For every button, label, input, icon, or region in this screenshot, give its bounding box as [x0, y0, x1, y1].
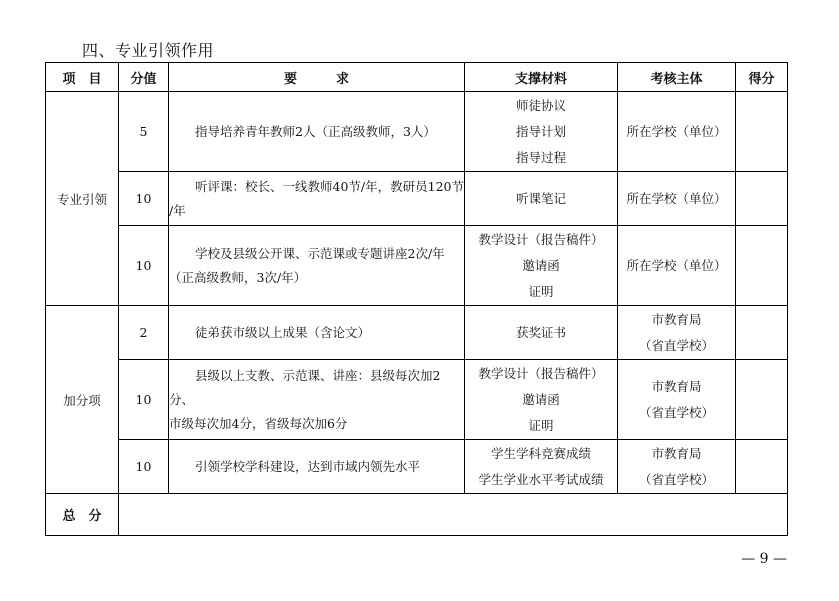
material-item: 听课笔记 — [515, 190, 566, 206]
material-item: 获奖证书 — [515, 324, 566, 340]
material-item: 邀请函 — [522, 391, 560, 407]
requirement-line: （正高级教师，3次/年） — [169, 269, 307, 285]
requirement-line: 徒弟获市级以上成果（含论文） — [195, 324, 371, 340]
assessor-line: 市教育局 — [651, 378, 702, 394]
page-number: — 9 — — [741, 551, 787, 567]
requirement-line: 听评课：校长、一线教师40节/年，教研员120节 — [195, 178, 464, 194]
points-cell — [736, 440, 788, 494]
materials-cell — [465, 172, 618, 226]
header-score: 分值 — [119, 63, 169, 92]
materials-cell — [465, 360, 618, 440]
score-cell: 10 — [119, 440, 169, 494]
assessor-cell — [618, 172, 736, 226]
table-row — [46, 306, 788, 360]
requirement-line: 引领学校学科建设，达到市域内领先水平 — [195, 458, 421, 474]
requirement-line: 学校及县级公开课、示范课或专题讲座2次/年 — [195, 245, 445, 261]
score-cell: 10 — [119, 360, 169, 440]
total-row — [46, 494, 788, 536]
points-cell — [736, 172, 788, 226]
score-cell: 2 — [119, 306, 169, 360]
group-label: 加分项 — [46, 306, 119, 494]
assessor-line: 所在学校（单位） — [626, 123, 727, 139]
assessor-line: 所在学校（单位） — [626, 257, 727, 273]
score-cell: 10 — [119, 172, 169, 226]
header-requirement: 要 求 — [169, 63, 465, 92]
requirement-cell — [169, 360, 465, 440]
assessor-line: 市教育局 — [651, 445, 702, 461]
assessor-cell — [618, 360, 736, 440]
points-cell — [736, 306, 788, 360]
material-item: 指导计划 — [515, 123, 566, 139]
requirement-cell — [169, 226, 465, 306]
points-cell — [736, 226, 788, 306]
requirement-cell — [169, 92, 465, 172]
assessor-line: 市教育局 — [651, 311, 702, 327]
requirement-line: /年 — [169, 202, 186, 218]
table-row — [46, 440, 788, 494]
points-cell — [736, 92, 788, 172]
requirement-cell — [169, 172, 465, 226]
assessor-cell — [618, 226, 736, 306]
materials-cell — [465, 440, 618, 494]
requirement-line: 市级每次加4分，省级每次加6分 — [169, 415, 348, 431]
header-materials: 支撑材料 — [465, 63, 618, 92]
materials-cell — [465, 306, 618, 360]
requirement-cell — [169, 306, 465, 360]
total-label: 总 分 — [46, 494, 119, 536]
requirement-cell — [169, 440, 465, 494]
assessor-line: （省直学校） — [638, 337, 714, 353]
table-row — [46, 172, 788, 226]
assessor-cell — [618, 440, 736, 494]
material-item: 学生学科竞赛成绩 — [490, 445, 591, 461]
assessor-cell — [618, 306, 736, 360]
requirement-line: 县级以上支教、示范课、讲座：县级每次加2分、 — [169, 367, 441, 407]
table-row — [46, 92, 788, 172]
header-row — [46, 63, 788, 92]
assessor-line: （省直学校） — [638, 471, 714, 487]
materials-cell — [465, 92, 618, 172]
assessor-cell — [618, 92, 736, 172]
total-value-cell — [119, 494, 788, 536]
evaluation-table — [45, 62, 788, 536]
material-item: 证明 — [528, 283, 554, 299]
score-cell: 10 — [119, 226, 169, 306]
points-cell — [736, 360, 788, 440]
material-item: 学生学业水平考试成绩 — [478, 471, 604, 487]
material-item: 师徒协议 — [515, 97, 566, 113]
header-assessor: 考核主体 — [618, 63, 736, 92]
material-item: 指导过程 — [515, 149, 566, 165]
assessor-line: 所在学校（单位） — [626, 190, 727, 206]
header-points: 得分 — [736, 63, 788, 92]
table-row — [46, 226, 788, 306]
material-item: 教学设计（报告稿件） — [478, 231, 604, 247]
group-label: 专业引领 — [46, 92, 119, 306]
requirement-line: 指导培养青年教师2人（正高级教师，3人） — [195, 123, 436, 139]
table-row — [46, 360, 788, 440]
material-item: 邀请函 — [522, 257, 560, 273]
header-item: 项 目 — [46, 63, 119, 92]
materials-cell — [465, 226, 618, 306]
assessor-line: （省直学校） — [638, 404, 714, 420]
section-title: 四、专业引领作用 — [82, 41, 215, 60]
material-item: 证明 — [528, 417, 554, 433]
score-cell: 5 — [119, 92, 169, 172]
material-item: 教学设计（报告稿件） — [478, 365, 604, 381]
